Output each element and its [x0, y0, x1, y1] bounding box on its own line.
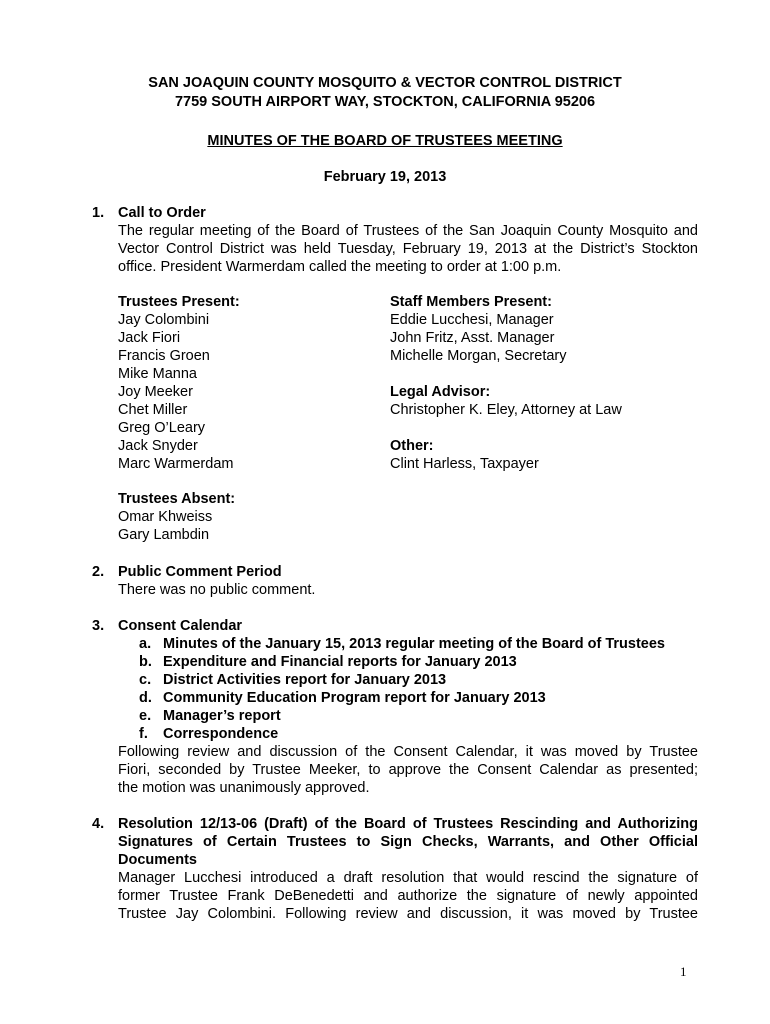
section-4-text [118, 869, 698, 923]
section-1-number: 1. [92, 205, 105, 221]
trustee-name: Greg O’Leary [118, 420, 206, 436]
absent-trustee-name: Gary Lambdin [118, 527, 210, 543]
section-4-title-line: Resolution 12/13-06 (Draft) of the Board of Trustees Rescinding and Authorizing [118, 816, 698, 832]
section-1-text [118, 222, 698, 276]
section-1-title: Call to Order [118, 205, 206, 221]
trustees-present-heading: Trustees Present: [118, 294, 240, 310]
section-1-line: The regular meeting of the Board of Trustees of the San Joaquin County Mosquito and [118, 223, 698, 239]
section-4-title-line: Signatures of Certain Trustees to Sign Checks, Warrants, and Other Official [118, 834, 698, 850]
section-4-line: former Trustee Frank DeBenedetti and authorize the signature of newly appointed [118, 888, 698, 904]
staff-member: John Fritz, Asst. Manager [390, 330, 555, 346]
section-3-line: Following review and discussion of the Consent Calendar, it was moved by Trustee [118, 744, 698, 760]
consent-item-letter: b. [139, 654, 152, 670]
section-3-number: 3. [92, 618, 105, 634]
other-attendee: Clint Harless, Taxpayer [390, 456, 539, 472]
consent-item-text: Community Education Program report for January 2013 [163, 690, 546, 706]
section-2-heading [92, 563, 282, 581]
staff-and-others-list [390, 293, 622, 473]
trustees-absent-list [118, 490, 235, 544]
minutes-title: MINUTES OF THE BOARD OF TRUSTEES MEETING [207, 133, 563, 149]
trustee-name: Marc Warmerdam [118, 456, 234, 472]
section-4-number: 4. [92, 816, 105, 832]
consent-item [139, 707, 665, 725]
trustee-name: Mike Manna [118, 366, 197, 382]
section-4-heading [92, 815, 698, 869]
trustee-name: Jack Snyder [118, 438, 198, 454]
trustees-absent-heading: Trustees Absent: [118, 491, 236, 507]
section-2-text [118, 581, 698, 599]
legal-advisor-heading: Legal Advisor: [390, 384, 491, 400]
consent-item-letter: e. [139, 708, 152, 724]
trustee-name: Jack Fiori [118, 330, 181, 346]
meeting-date: February 19, 2013 [323, 169, 447, 185]
section-1-line: Vector Control District was held Tuesday, February 19, 2013 at the District’s Stockton [118, 241, 698, 257]
consent-item [139, 725, 665, 743]
consent-item-letter: c. [139, 672, 152, 688]
section-1-line: office. President Warmerdam called the meeting to order at 1:00 p.m. [118, 259, 562, 275]
consent-item-text: Minutes of the January 15, 2013 regular meeting of the Board of Trustees [163, 636, 665, 652]
section-2-number: 2. [92, 564, 105, 580]
district-address: 7759 SOUTH AIRPORT WAY, STOCKTON, CALIFORNIA 95206 [174, 94, 596, 110]
legal-advisor-name: Christopher K. Eley, Attorney at Law [390, 402, 622, 418]
section-2-line: There was no public comment. [118, 582, 316, 598]
consent-item [139, 689, 665, 707]
section-3-line: the motion was unanimously approved. [118, 780, 370, 796]
consent-item [139, 671, 665, 689]
consent-item-text: Expenditure and Financial reports for January 2013 [163, 654, 517, 670]
staff-member: Michelle Morgan, Secretary [390, 348, 567, 364]
consent-item-letter: f. [139, 726, 148, 742]
section-4-line: Manager Lucchesi introduced a draft resolution that would rescind the signature of [118, 870, 698, 886]
trustees-present-list [118, 293, 240, 473]
trustee-name: Joy Meeker [118, 384, 193, 400]
page-number: 1 [680, 964, 687, 979]
section-3-title: Consent Calendar [118, 618, 243, 634]
consent-item-text: Correspondence [163, 726, 279, 742]
staff-member: Eddie Lucchesi, Manager [390, 312, 554, 328]
consent-item-letter: d. [139, 690, 152, 706]
section-3-line: Fiori, seconded by Trustee Meeker, to approve the Consent Calendar as presented; [118, 762, 698, 778]
consent-item [139, 653, 665, 671]
other-heading: Other: [390, 438, 434, 454]
trustee-name: Francis Groen [118, 348, 210, 364]
section-3-text [118, 743, 698, 797]
absent-trustee-name: Omar Khweiss [118, 509, 213, 525]
staff-heading: Staff Members Present: [390, 294, 552, 310]
consent-item [139, 635, 665, 653]
consent-calendar-items [139, 635, 665, 743]
trustee-name: Chet Miller [118, 402, 188, 418]
consent-item-text: District Activities report for January 2013 [163, 672, 447, 688]
section-1-heading [92, 204, 206, 222]
trustee-name: Jay Colombini [118, 312, 210, 328]
district-name: SAN JOAQUIN COUNTY MOSQUITO & VECTOR CONTROL DISTRICT [148, 75, 622, 91]
section-3-heading [92, 617, 242, 635]
section-4-line: Trustee Jay Colombini. Following review and discussion, it was moved by Trustee [118, 906, 698, 922]
section-4-title-line: Documents [118, 852, 197, 868]
section-2-title: Public Comment Period [118, 564, 282, 580]
consent-item-letter: a. [139, 636, 152, 652]
consent-item-text: Manager’s report [163, 708, 281, 724]
